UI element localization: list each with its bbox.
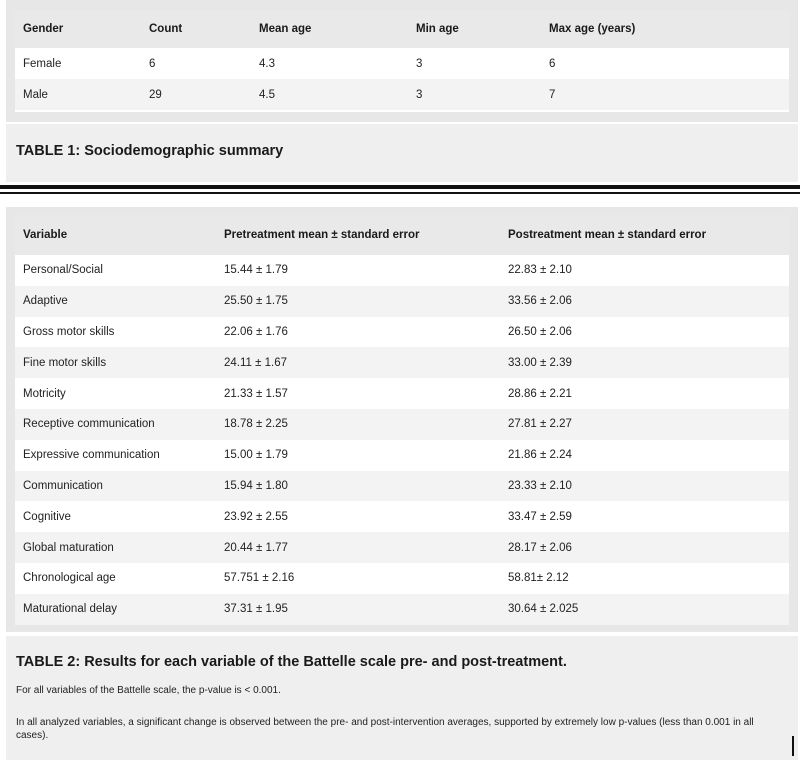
table2-cell: 23.92 ± 2.55 (224, 510, 288, 523)
table2-cell: 21.86 ± 2.24 (508, 449, 572, 462)
table1-cell: 29 (149, 88, 162, 101)
table-row (15, 501, 789, 532)
table2-cell: 58.81± 2.12 (508, 572, 569, 585)
table-row (15, 532, 789, 563)
table2-cell: 18.78 ± 2.25 (224, 418, 288, 431)
table-row (15, 255, 789, 286)
table-row (15, 317, 789, 348)
divider-thick (0, 185, 800, 189)
table1-cell: 7 (549, 88, 556, 101)
table1-header-cell: Min age (416, 23, 459, 35)
table1-cell: Female (23, 57, 62, 70)
table2-cell: 23.33 ± 2.10 (508, 479, 572, 492)
table2-cell: 20.44 ± 1.77 (224, 541, 288, 554)
table2-cell: 24.11 ± 1.67 (224, 356, 288, 369)
table2-cell: 21.33 ± 1.57 (224, 387, 288, 400)
table1-cell: 3 (416, 57, 423, 70)
table2-cell: Cognitive (23, 510, 71, 523)
table2-cell: Expressive communication (23, 449, 160, 462)
table-row (15, 409, 789, 440)
table1-container (6, 0, 798, 122)
table2-header-row (15, 215, 789, 255)
table-row (15, 286, 789, 317)
table2-panel (15, 215, 789, 625)
table1-cell: 3 (416, 88, 423, 101)
table1-header-cell: Max age (years) (549, 23, 636, 35)
table-row (15, 594, 789, 625)
table2-cell: Global maturation (23, 541, 114, 554)
text-cursor (792, 736, 794, 756)
table2-caption: TABLE 2: Results for each variable of the Battelle scale pre- and post-treatment. (16, 654, 567, 670)
table1-cell: 4.5 (259, 88, 275, 101)
table1-header-row (15, 10, 789, 48)
table1-cell: 6 (149, 57, 156, 70)
table-row (15, 48, 789, 79)
table2-cell: 22.83 ± 2.10 (508, 264, 572, 277)
sociodemographic-table (15, 10, 789, 110)
table2-cell: 26.50 ± 2.06 (508, 325, 572, 338)
table1-cell: 6 (549, 57, 556, 70)
table2-cell: 15.44 ± 1.79 (224, 264, 288, 277)
table2-cell: 15.00 ± 1.79 (224, 449, 288, 462)
table2-cell: 57.751 ± 2.16 (224, 572, 295, 585)
table-row (15, 471, 789, 502)
table2-cell: 25.50 ± 1.75 (224, 295, 288, 308)
table2-caption-box (6, 636, 798, 760)
table2-cell: Communication (23, 479, 103, 492)
table2-cell: 22.06 ± 1.76 (224, 325, 288, 338)
table2-cell: Maturational delay (23, 603, 117, 616)
table1-panel (15, 10, 789, 112)
table2-cell: 37.31 ± 1.95 (224, 603, 288, 616)
table2-cell: 28.86 ± 2.21 (508, 387, 572, 400)
table2-cell: 15.94 ± 1.80 (224, 479, 288, 492)
table-row (15, 79, 789, 110)
table1-header-cell: Count (149, 23, 183, 35)
table2-header-cell: Variable (23, 229, 68, 241)
table1-caption-box (6, 124, 798, 182)
table2-cell: Motricity (23, 387, 66, 400)
table2-cell: Chronological age (23, 572, 116, 585)
table1-header-cell: Mean age (259, 23, 312, 35)
table2-cell: 30.64 ± 2.025 (508, 603, 579, 616)
table1-caption: TABLE 1: Sociodemographic summary (16, 143, 284, 159)
table-row (15, 347, 789, 378)
table2-header-cell: Pretreatment mean ± standard error (224, 229, 420, 241)
table2-container (6, 207, 798, 632)
table2-footnote-pvalue: For all variables of the Battelle scale, the p-value is < 0.001. (16, 685, 281, 696)
battelle-results-table (15, 215, 789, 625)
table2-header-cell: Postreatment mean ± standard error (508, 229, 707, 241)
table1-cell: 4.3 (259, 57, 275, 70)
divider-thin (0, 192, 800, 194)
table2-cell: 33.56 ± 2.06 (508, 295, 572, 308)
table1-cell: Male (23, 88, 48, 101)
table2-cell: 27.81 ± 2.27 (508, 418, 572, 431)
table2-cell: Receptive communication (23, 418, 155, 431)
table2-cell: 33.47 ± 2.59 (508, 510, 572, 523)
table2-cell: Gross motor skills (23, 325, 115, 338)
table-row (15, 378, 789, 409)
table2-cell: Adaptive (23, 295, 68, 308)
table2-footnote-summary: In all analyzed variables, a significant change is observed between the pre- and post-intervention averages, supported by extremely low p-values (less than 0.001 in all cases). (16, 717, 754, 741)
table1-header-cell: Gender (23, 23, 64, 35)
table2-cell: Fine motor skills (23, 356, 107, 369)
table-row (15, 440, 789, 471)
table2-cell: 28.17 ± 2.06 (508, 541, 572, 554)
table-row (15, 563, 789, 594)
table2-cell: Personal/Social (23, 264, 103, 277)
table2-cell: 33.00 ± 2.39 (508, 356, 572, 369)
